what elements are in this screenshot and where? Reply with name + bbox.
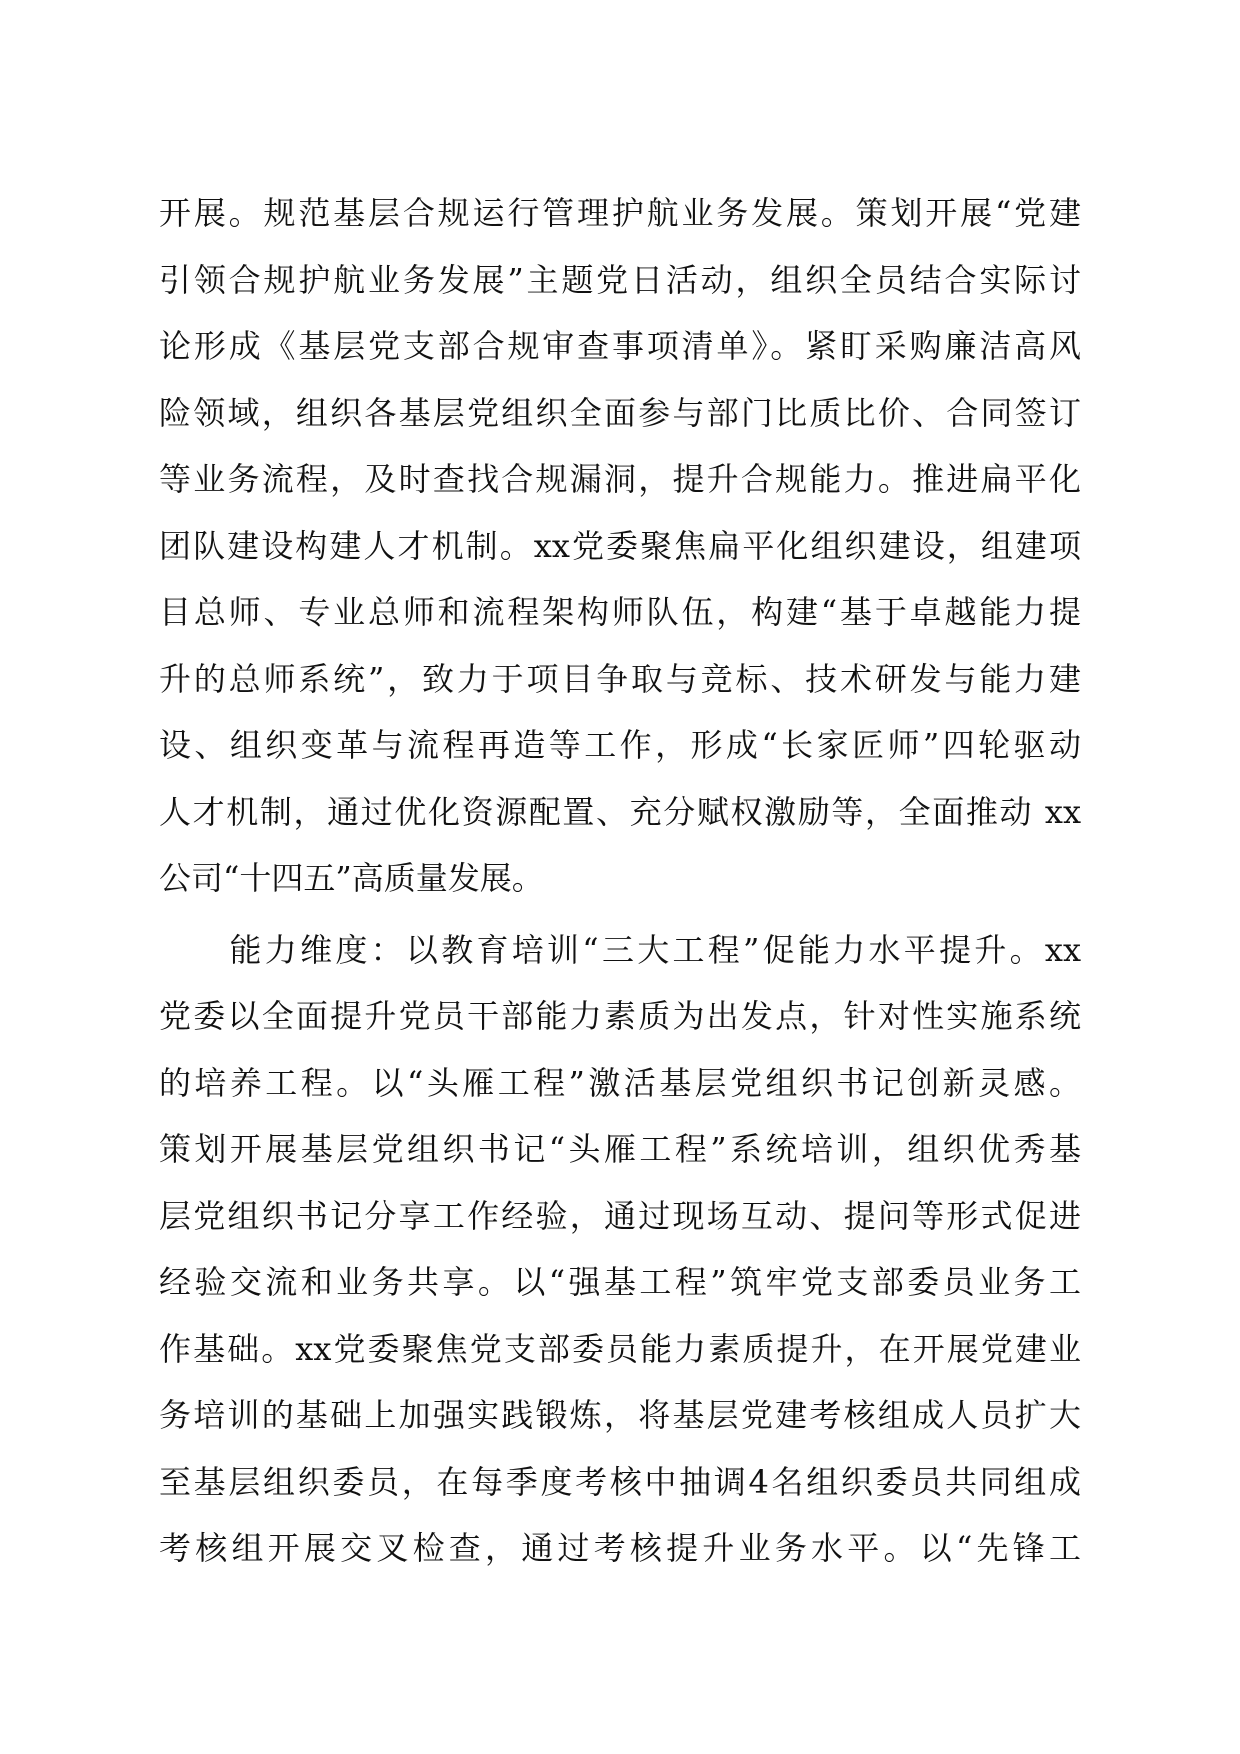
text-line: 人才机制，通过优化资源配置、充分赋权激励等，全面推动 xx bbox=[159, 792, 1081, 831]
text-line: 开展。规范基层合规运行管理护航业务发展。策划开展“党建 bbox=[159, 194, 1081, 232]
text-line: 务培训的基础上加强实践锻炼，将基层党建考核组成人员扩大 bbox=[159, 1396, 1081, 1434]
text-line: 目总师、专业总师和流程架构师队伍，构建“基于卓越能力提 bbox=[159, 593, 1081, 631]
text-line: 等业务流程，及时查找合规漏洞，提升合规能力。推进扁平化 bbox=[159, 460, 1081, 498]
text-line: 险领域，组织各基层党组织全面参与部门比质比价、合同签订 bbox=[159, 393, 1081, 432]
text-line: 作基础。xx党委聚焦党支部委员能力素质提升，在开展党建业 bbox=[159, 1329, 1081, 1368]
text-line: 的培养工程。以“头雁工程”激活基层党组织书记创新灵感。 bbox=[159, 1063, 1081, 1102]
text-line: 党委以全面提升党员干部能力素质为出发点，针对性实施系统 bbox=[159, 997, 1081, 1035]
text-line: 引领合规护航业务发展”主题党日活动，组织全员结合实际讨 bbox=[159, 260, 1081, 299]
text-line: 能力维度：以教育培训“三大工程”促能力水平提升。xx bbox=[159, 930, 1081, 969]
document-body bbox=[159, 180, 1081, 1582]
text-line: 设、组织变革与流程再造等工作，形成“长家匠师”四轮驱动 bbox=[159, 726, 1081, 764]
text-line: 团队建设构建人才机制。xx党委聚焦扁平化组织建设，组建项 bbox=[159, 526, 1081, 565]
text-line: 考核组开展交叉检查，通过考核提升业务水平。以“先锋工 bbox=[159, 1529, 1081, 1567]
paragraph-capability-dimension bbox=[159, 917, 1081, 1582]
text-line: 层党组织书记分享工作经验，通过现场互动、提问等形式促进 bbox=[159, 1196, 1081, 1235]
text-line: 论形成《基层党支部合规审查事项清单》。紧盯采购廉洁高风 bbox=[159, 327, 1081, 365]
text-line: 升的总师系统”，致力于项目争取与竞标、技术研发与能力建 bbox=[159, 659, 1081, 698]
text-line: 策划开展基层党组织书记“头雁工程”系统培训，组织优秀基 bbox=[159, 1130, 1081, 1168]
paragraph-compliance-talent bbox=[159, 180, 1081, 912]
text-line: 至基层组织委员，在每季度考核中抽调4名组织委员共同组成 bbox=[159, 1462, 1081, 1501]
text-line: 公司“十四五”高质量发展。 bbox=[159, 859, 544, 897]
text-line: 经验交流和业务共享。以“强基工程”筑牢党支部委员业务工 bbox=[159, 1263, 1081, 1301]
